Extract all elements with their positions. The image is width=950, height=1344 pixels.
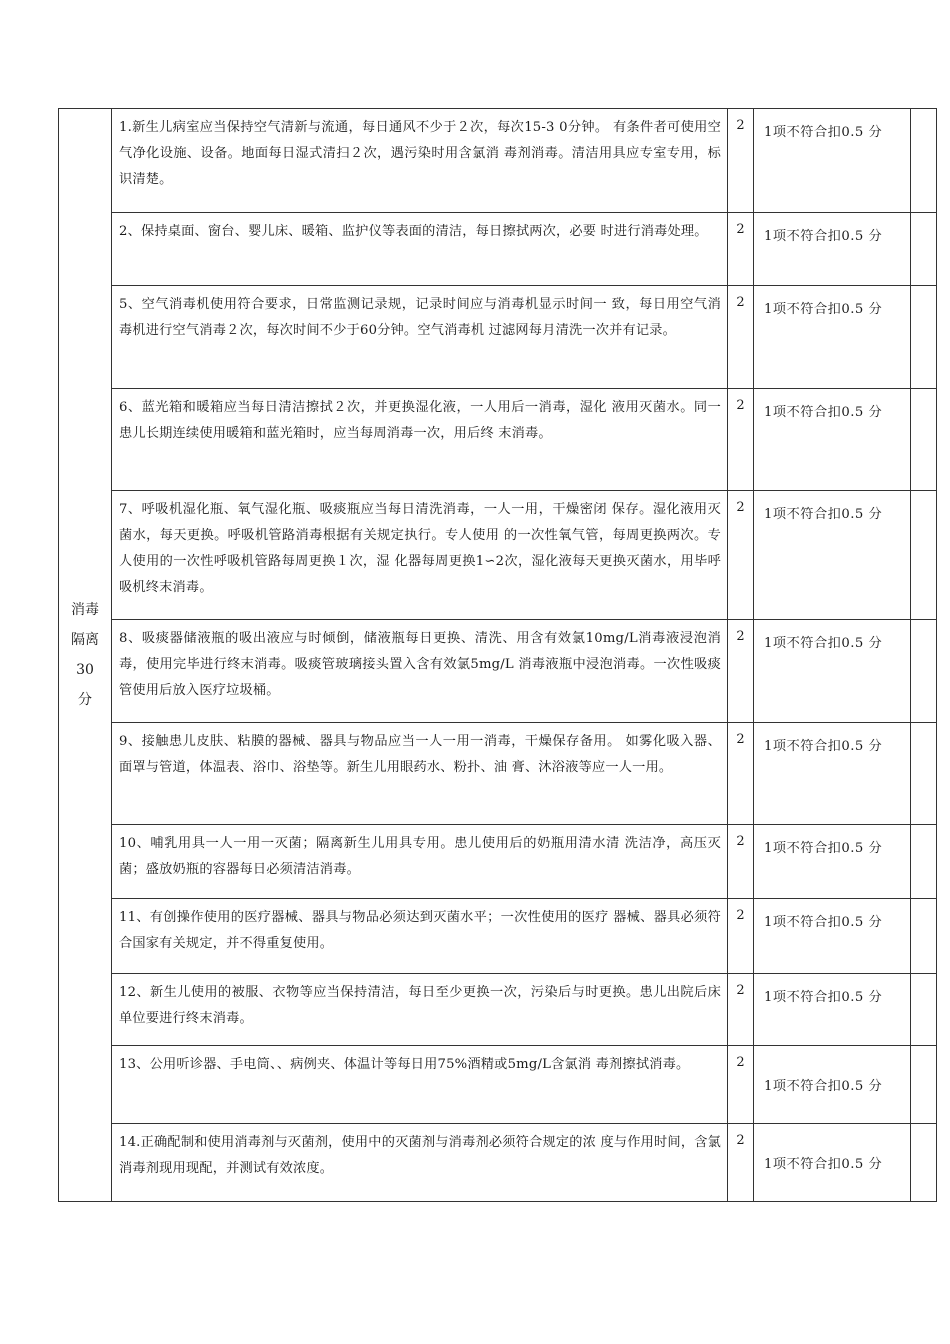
table-row [59,899,937,974]
blank-cell [911,491,937,620]
item-score: 2 [728,825,754,899]
item-text: 13、公用听诊器、手电筒、、病例夹、体温计等每日用75%酒精或5mg/L含氯消 毒剂擦拭消毒。 [112,1046,728,1124]
item-deduction: 1项不符合扣0.5 分 [754,1046,911,1124]
item-score: 2 [728,1046,754,1124]
scoring-table [58,108,937,1202]
item-score: 2 [728,213,754,286]
blank-cell [911,389,937,491]
table-row [59,723,937,825]
item-score: 2 [728,620,754,723]
item-text: 11、有创操作使用的医疗器械、器具与物品必须达到灭菌水平；一次性使用的医疗 器械、器具必须符合国家有关规定，并不得重复使用。 [112,899,728,974]
table-row [59,1046,937,1124]
table-row [59,286,937,389]
table-row [59,620,937,723]
item-text: 14.正确配制和使用消毒剂与灭菌剂，使用中的灭菌剂与消毒剂必须符合规定的浓 度与作用时间，含氯消毒剂现用现配，并测试有效浓度。 [112,1124,728,1202]
item-text: 1.新生儿病室应当保持空气清新与流通，每日通风不少于２次，每次15-3 0分钟。 有条件者可使用空气净化设施、设备。地面每日湿式清扫２次，遇污染时用含氯消 毒剂消毒。清洁用具应专室专用，标识清楚。 [112,109,728,213]
item-score: 2 [728,974,754,1046]
item-score: 2 [728,286,754,389]
item-score: 2 [728,109,754,213]
item-text: 2、保持桌面、窗台、婴儿床、暖箱、监护仪等表面的清洁，每日擦拭两次，必要 时进行消毒处理。 [112,213,728,286]
item-deduction: 1项不符合扣0.5 分 [754,825,911,899]
item-text: 6、蓝光箱和暖箱应当每日清洁擦拭２次，并更换湿化液，一人用后一消毒，湿化 液用灭菌水。同一患儿长期连续使用暖箱和蓝光箱时，应当每周消毒一次，用后终 末消毒。 [112,389,728,491]
item-deduction: 1项不符合扣0.5 分 [754,109,911,213]
blank-cell [911,899,937,974]
item-score: 2 [728,899,754,974]
blank-cell [911,974,937,1046]
blank-cell [911,825,937,899]
category-cell [59,109,112,1202]
category-label: 消毒 [71,602,99,618]
table-row [59,389,937,491]
item-score: 2 [728,389,754,491]
item-text: 12、新生儿使用的被服、衣物等应当保持清洁，每日至少更换一次，污染后与时更换。患儿出院后床单位要进行终末消毒。 [112,974,728,1046]
table-row [59,974,937,1046]
item-deduction: 1项不符合扣0.5 分 [754,389,911,491]
item-deduction: 1项不符合扣0.5 分 [754,491,911,620]
blank-cell [911,1124,937,1202]
blank-cell [911,109,937,213]
item-deduction: 1项不符合扣0.5 分 [754,974,911,1046]
item-text: 7、呼吸机湿化瓶、氧气湿化瓶、吸痰瓶应当每日清洗消毒，一人一用，干燥密闭 保存。湿化液用灭菌水，每天更换。呼吸机管路消毒根据有关规定执行。专人使用 的一次性氧气管，每周更换两次。专人使用的一次性呼吸机管路每周更换１次，湿 化器每周更换1∽2次，湿化液每天更换灭菌水，用毕呼吸机终末消毒。 [112,491,728,620]
item-text: 8、吸痰器储液瓶的吸出液应与时倾倒，储液瓶每日更换、清洗、用含有效氯10mg/L消毒液浸泡消毒，使用完毕进行终末消毒。吸痰管玻璃接头置入含有效氯5mg/L 消毒液瓶中浸泡消毒。一次性吸痰管使用后放入医疗垃圾桶。 [112,620,728,723]
item-score: 2 [728,491,754,620]
table-row [59,491,937,620]
item-deduction: 1项不符合扣0.5 分 [754,620,911,723]
blank-cell [911,286,937,389]
item-score: 2 [728,1124,754,1202]
table-row [59,1124,937,1202]
item-score: 2 [728,723,754,825]
item-deduction: 1项不符合扣0.5 分 [754,723,911,825]
table-row [59,213,937,286]
table-row [59,109,937,213]
category-score: 30 [76,662,94,678]
item-deduction: 1项不符合扣0.5 分 [754,1124,911,1202]
category-label: 隔离 [71,632,99,648]
item-deduction: 1项不符合扣0.5 分 [754,899,911,974]
category-unit: 分 [78,692,92,708]
item-text: 5、空气消毒机使用符合要求，日常监测记录规，记录时间应与消毒机显示时间一 致，每日用空气消毒机进行空气消毒２次，每次时间不少于60分钟。空气消毒机 过滤网每月清洗一次并有记录。 [112,286,728,389]
blank-cell [911,213,937,286]
table-row [59,825,937,899]
item-text: 9、接触患儿皮肤、粘膜的器械、器具与物品应当一人一用一消毒，干燥保存备用。 如雾化吸入器、面罩与管道，体温表、浴巾、浴垫等。新生儿用眼药水、粉扑、油 膏、沐浴液等应一人一用。 [112,723,728,825]
blank-cell [911,620,937,723]
item-text: 10、哺乳用具一人一用一灭菌；隔离新生儿用具专用。患儿使用后的奶瓶用清水清 洗洁净，高压灭菌；盛放奶瓶的容器每日必须清洁消毒。 [112,825,728,899]
item-deduction: 1项不符合扣0.5 分 [754,213,911,286]
blank-cell [911,1046,937,1124]
item-deduction: 1项不符合扣0.5 分 [754,286,911,389]
blank-cell [911,723,937,825]
